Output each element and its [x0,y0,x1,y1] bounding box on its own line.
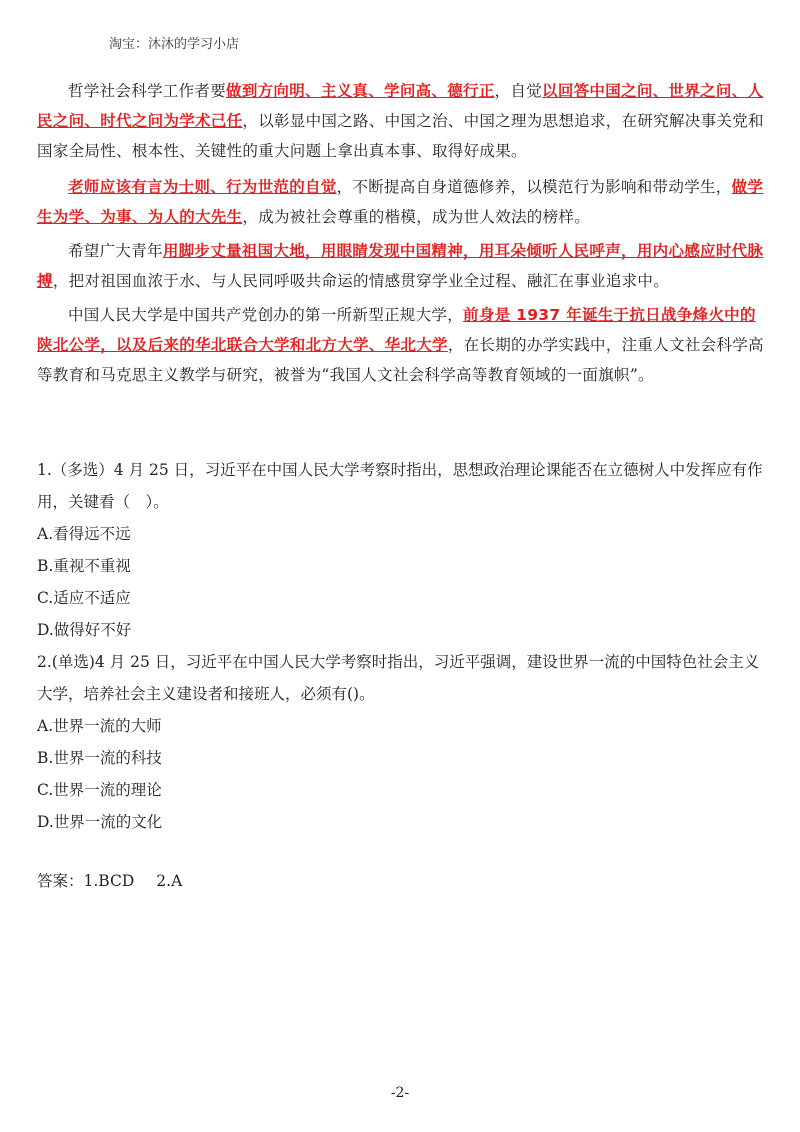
paragraph-scholars [37,76,765,166]
highlight-text: 做学生为学、为事、为人的大先生 [37,178,764,226]
text: ，不断提高自身道德修养，以模范行为影响和带动学生， [336,178,732,196]
question-2: 2.(单选)4 月 25 日，习近平在中国人民大学考察时指出，习近平强调，建设世界一流的中国特色社会主义大学，培养社会主义建设者和接班人，必须有()。 [37,653,760,703]
text: ，把对祖国血浓于水、与人民同呼吸共命运的情感贯穿学业全过程、融汇在事业追求中。 [52,272,670,290]
question-2-option-a: A.世界一流的大师 [37,717,162,735]
question-1-option-b: B.重视不重视 [37,557,131,575]
answer-label: 答案： [37,872,84,890]
highlight-text: 老师应该有言为士则、行为世范的自觉 [68,178,337,196]
text: 中国人民大学是中国共产党创办的第一所新型正规大学， [68,306,464,324]
question-1-option-d: D.做得好不好 [37,621,132,639]
question-2-option-b: B.世界一流的科技 [37,749,162,767]
question-2-option-d: D.世界一流的文化 [37,813,163,831]
text: ，在长期的办学实践中，注重人文社会科学高等教育和马克思主义教学与研究，被誉为“我国人文社会科学高等教育领域的一面旗帜”。 [37,336,764,384]
text: ，自觉 [494,82,543,100]
answer-2: 2.A [156,872,183,890]
text: ，成为被社会尊重的楷模，成为世人效法的榜样。 [242,208,591,226]
paragraph-renmin-university [37,300,765,390]
question-1-option-c: C.适应不适应 [37,589,131,607]
question-2-option-c: C.世界一流的理论 [37,781,162,799]
highlight-text: 做到方向明、主义真、学问高、德行正 [226,82,495,100]
page-number: -2- [390,1085,410,1101]
header-shop-name: 淘宝：沐沐的学习小店 [109,37,240,52]
text: ，以彰显中国之路、中国之治、中国之理为思想追求，在研究解决事关党和国家全局性、根本性、关键性的重大问题上拿出真本事、取得好成果。 [37,112,764,160]
answer-1: 1.BCD [83,872,135,890]
highlight-text: 前身是 1937 年诞生于抗日战争烽火中的陕北公学，以及后来的华北联合大学和北方大学、华北大学 [37,306,756,354]
text: 哲学社会科学工作者要 [68,82,227,100]
paragraph-teachers [37,172,765,232]
highlight-text: 用脚步丈量祖国大地，用眼睛发现中国精神，用耳朵倾听人民呼声，用内心感应时代脉搏 [37,242,764,290]
answer-line [37,869,204,891]
paragraph-youth [37,236,765,296]
question-1: 1.（多选）4 月 25 日，习近平在中国人民大学考察时指出，思想政治理论课能否在立德树人中发挥应有作用，关键看（ ）。 [37,461,763,511]
text: 希望广大青年 [68,242,163,260]
highlight-text: 以回答中国之问、世界之问、人民之问、时代之问为学术己任 [37,82,764,130]
question-1-option-a: A.看得远不远 [37,525,131,543]
